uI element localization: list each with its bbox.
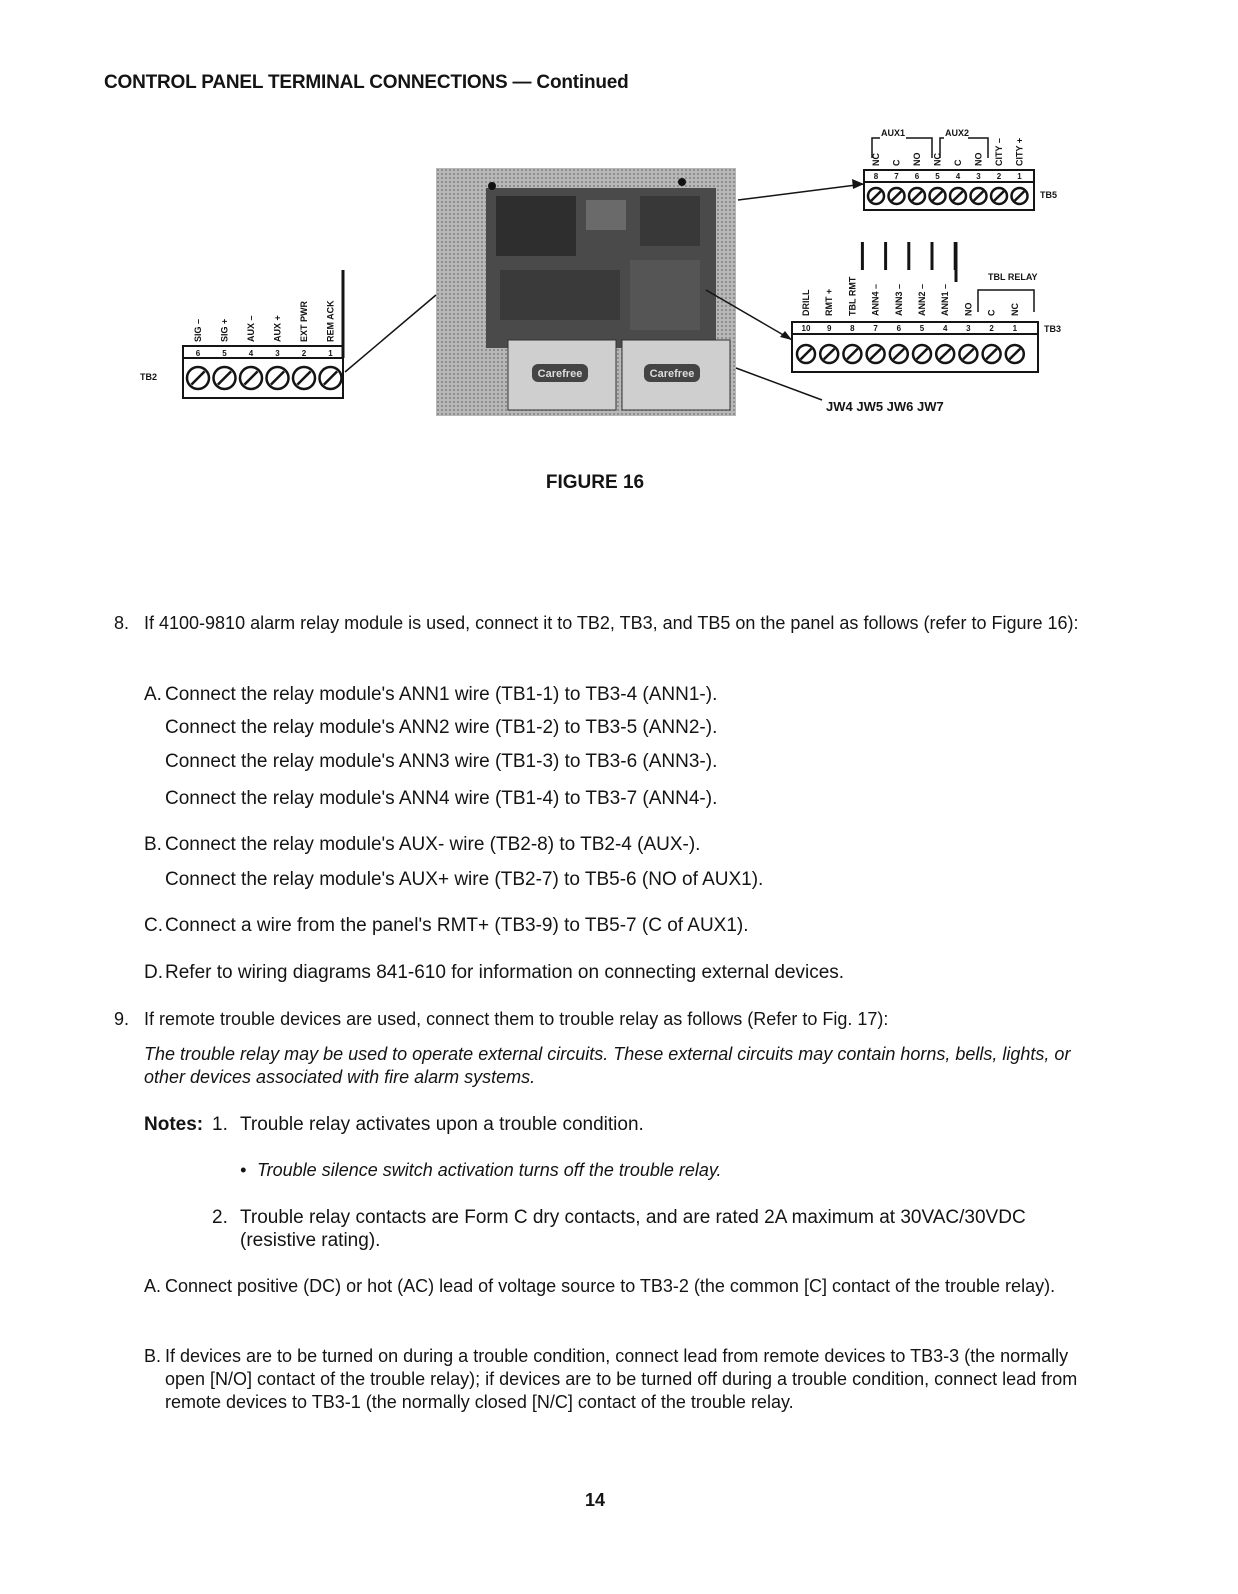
tb5-aux2-label: AUX2 xyxy=(945,128,970,138)
step-8a-line-4: Connect the relay module's ANN4 wire (TB1-4) to TB3-7 (ANN4-). xyxy=(165,788,718,809)
tb3-terminal-label: NO xyxy=(963,302,974,316)
tb5-terminal-block xyxy=(738,128,1057,210)
tb3-screw-4 xyxy=(936,345,954,363)
tb2-terminal-number: 2 xyxy=(301,349,307,358)
tb5-terminal-label: CITY – xyxy=(994,138,1004,166)
step-9b-letter: B. xyxy=(144,1346,162,1366)
tb3-terminal-number: 5 xyxy=(919,324,925,333)
tb5-terminal-label: NO xyxy=(973,152,984,166)
tb3-lead-lines xyxy=(862,242,956,282)
tb3-terminal-number: 3 xyxy=(966,324,971,333)
tb5-screw-3 xyxy=(971,188,987,204)
tb5-screw-8 xyxy=(868,188,884,204)
step-8a-line-1: Connect the relay module's ANN1 wire (TB1-1) to TB3-4 (ANN1-). xyxy=(165,684,718,705)
tb2-terminal-number: 6 xyxy=(195,349,201,358)
tb3-screw-5 xyxy=(913,345,931,363)
step-8b-letter: B. xyxy=(144,834,162,855)
tb3-screw-1 xyxy=(1006,345,1024,363)
jumpers-label: JW4 JW5 JW6 JW7 xyxy=(826,399,944,414)
tb5-terminal-number: 1 xyxy=(1017,172,1022,181)
note-1-number: 1. xyxy=(212,1114,228,1135)
tb2-screw-6 xyxy=(187,367,209,389)
tb5-terminal-label: NC xyxy=(932,153,943,166)
battery-label-2: Carefree xyxy=(649,368,695,380)
note-1-text: Trouble relay activates upon a trouble condition. xyxy=(240,1114,644,1135)
tb3-terminal-number: 7 xyxy=(873,324,878,333)
tb2-terminal-number: 3 xyxy=(275,349,280,358)
note-2-text: Trouble relay contacts are Form C dry contacts, and are rated 2A maximum at 30VAC/30VDC (resistive rating). xyxy=(240,1207,1026,1251)
tb3-terminal-number: 1 xyxy=(1012,324,1018,333)
step-8a-line-2: Connect the relay module's ANN2 wire (TB1-2) to TB3-5 (ANN2-). xyxy=(165,717,718,738)
tb3-terminal-number: 8 xyxy=(850,324,855,333)
tb3-terminal-number: 4 xyxy=(942,324,948,333)
tb5-screw-4 xyxy=(950,188,966,204)
tb5-screw-6 xyxy=(909,188,925,204)
step-8c-letter: C. xyxy=(144,915,163,936)
tb5-terminal-number: 6 xyxy=(914,172,920,181)
tb2-screw-2 xyxy=(293,367,315,389)
step-8c-text: Connect a wire from the panel's RMT+ (TB3-9) to TB5-7 (C of AUX1). xyxy=(165,915,749,936)
tb3-terminal-label: TBL RMT xyxy=(847,276,858,316)
page-heading: CONTROL PANEL TERMINAL CONNECTIONS — Continued xyxy=(104,72,629,93)
tb2-terminal-label: SIG + xyxy=(219,318,230,342)
step-9a-letter: A. xyxy=(144,1276,162,1296)
tb5-terminal-label: CITY + xyxy=(1014,137,1025,166)
tb3-terminal-number: 2 xyxy=(989,324,994,333)
tb5-terminal-number: 2 xyxy=(996,172,1002,181)
page-number: 14 xyxy=(584,1490,606,1510)
tb3-terminal-label: RMT + xyxy=(824,288,835,316)
step-9-italic-note: The trouble relay may be used to operate external circuits. These external circuits may contain horns, bells, lights, or other devices associated with fire alarm systems. xyxy=(144,1044,1071,1087)
step-8b-line-2: Connect the relay module's AUX+ wire (TB2-7) to TB5-6 (NO of AUX1). xyxy=(165,869,764,890)
step-9-text: If remote trouble devices are used, connect them to trouble relay as follows (Refer to Fig. 17): xyxy=(144,1009,889,1029)
tb3-label: TB3 xyxy=(1044,324,1062,334)
tb2-terminal-number: 5 xyxy=(222,349,227,358)
tb3-terminal-block xyxy=(706,242,1061,414)
tb3-screw-6 xyxy=(890,345,908,363)
tb2-terminal-label: AUX + xyxy=(272,315,283,342)
tb2-terminal-block xyxy=(140,270,436,398)
tb5-label: TB5 xyxy=(1040,190,1058,200)
step-8a-line-3: Connect the relay module's ANN3 wire (TB1-3) to TB3-6 (ANN3-). xyxy=(165,751,718,772)
tb5-terminal-label: C xyxy=(953,159,963,166)
battery-label-1: Carefree xyxy=(537,368,583,380)
tb3-screw-3 xyxy=(959,345,977,363)
panel-photo xyxy=(436,168,736,416)
tb3-screw-10 xyxy=(797,345,815,363)
tb3-terminal-number: 6 xyxy=(896,324,902,333)
step-8d-text: Refer to wiring diagrams 841-610 for information on connecting external devices. xyxy=(165,962,845,983)
tb3-terminal-label: ANN3 – xyxy=(893,283,904,316)
tb5-aux1-label: AUX1 xyxy=(881,128,906,138)
tb3-terminal-label: ANN1 – xyxy=(940,283,951,316)
tb5-terminal-label: NC xyxy=(871,153,881,166)
tb3-screw-7 xyxy=(867,345,885,363)
tb2-terminal-label: AUX – xyxy=(246,315,256,342)
note-1-bullet-text: Trouble silence switch activation turns off the trouble relay. xyxy=(257,1160,722,1180)
step-8b-line-1: Connect the relay module's AUX- wire (TB2-8) to TB2-4 (AUX-). xyxy=(165,834,701,855)
tb3-screw-2 xyxy=(983,345,1001,363)
tb5-screw-1 xyxy=(1012,188,1028,204)
step-8a-letter: A. xyxy=(144,684,162,705)
figure-16-diagram xyxy=(0,100,1238,440)
tb3-screw-8 xyxy=(843,345,861,363)
tb3-terminal-number: 10 xyxy=(801,324,811,333)
tb5-terminal-number: 8 xyxy=(873,172,879,181)
note-2-number: 2. xyxy=(212,1207,228,1228)
tb5-screw-5 xyxy=(930,188,946,204)
tb5-terminal-number: 5 xyxy=(935,172,940,181)
step-9b-text: If devices are to be turned on during a trouble condition, connect lead from remote devices to TB3-3 (the normally open [N/O] contact of the trouble relay); if devices are to be turned off during a trouble condition, connect lead from remote devices to TB3-1 (the normally closed [N/C] contact of the trouble relay. xyxy=(165,1346,1078,1412)
tb5-terminal-label: C xyxy=(891,159,902,166)
tb2-screw-3 xyxy=(267,367,289,389)
tb2-terminal-label: REM ACK xyxy=(325,300,336,342)
tb5-terminal-number: 3 xyxy=(976,172,981,181)
step-8-number: 8. xyxy=(114,613,130,633)
tb3-terminal-label: DRILL xyxy=(801,289,811,316)
tb2-terminal-label: SIG – xyxy=(193,318,203,342)
tb3-terminal-label: C xyxy=(986,309,997,316)
tb3-terminal-label: ANN2 – xyxy=(917,283,927,316)
tb3-screw-9 xyxy=(820,345,838,363)
tb5-screw-2 xyxy=(991,188,1007,204)
step-8d-letter: D. xyxy=(144,962,163,983)
step-8-text: If 4100-9810 alarm relay module is used, connect it to TB2, TB3, and TB5 on the panel as follows (refer to Figure 16): xyxy=(144,613,1079,633)
note-1-bullet: • xyxy=(240,1160,247,1180)
tb2-terminal-number: 4 xyxy=(248,349,254,358)
tb2-screw-4 xyxy=(240,367,262,389)
step-9-number: 9. xyxy=(114,1009,130,1029)
tb2-terminal-label: EXT PWR xyxy=(299,300,309,342)
tb5-terminal-number: 4 xyxy=(955,172,961,181)
step-9a-text: Connect positive (DC) or hot (AC) lead of voltage source to TB3-2 (the common [C] contact of the trouble relay). xyxy=(165,1276,1056,1296)
figure-caption: FIGURE 16 xyxy=(545,472,645,493)
tb3-terminal-label: ANN4 – xyxy=(870,283,881,316)
tb2-label: TB2 xyxy=(140,372,158,382)
tb3-relay-label: TBL RELAY xyxy=(988,272,1038,282)
tb5-terminal-label: NO xyxy=(912,152,922,166)
tb2-screw-5 xyxy=(214,367,236,389)
notes-label: Notes: xyxy=(144,1114,204,1135)
tb3-terminal-label: NC xyxy=(1009,303,1020,316)
tb5-screw-7 xyxy=(889,188,905,204)
tb3-terminal-number: 9 xyxy=(826,324,832,333)
tb2-terminal-number: 1 xyxy=(328,349,333,358)
tb2-screw-1 xyxy=(320,367,342,389)
tb5-terminal-number: 7 xyxy=(894,172,899,181)
